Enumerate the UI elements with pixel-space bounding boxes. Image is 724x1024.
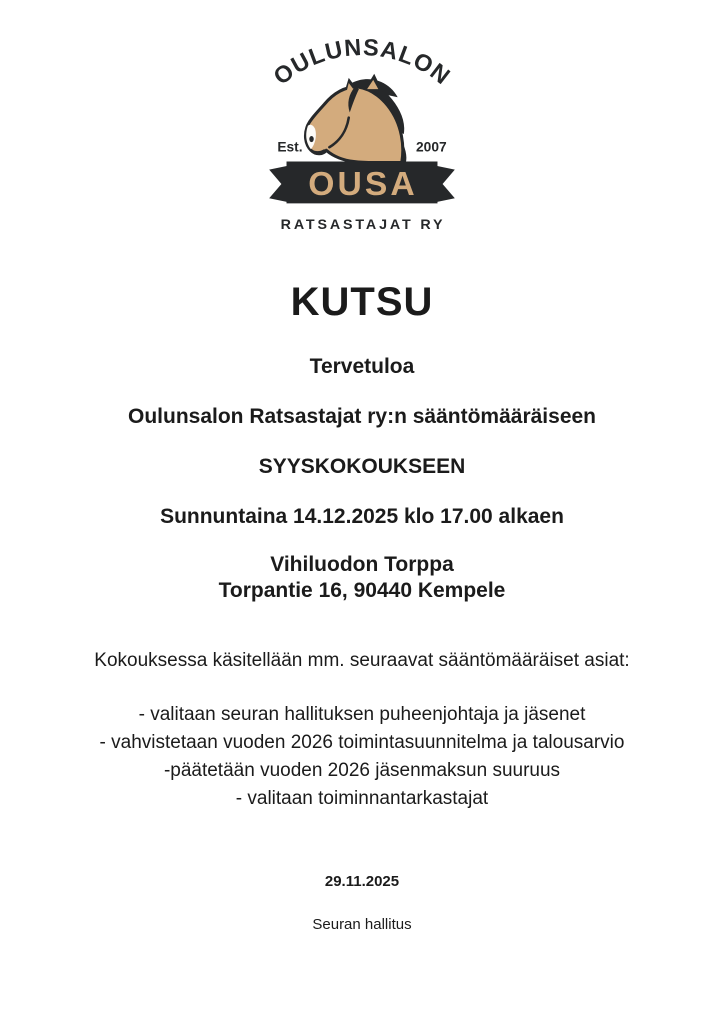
horse-icon	[305, 74, 406, 163]
club-logo	[0, 0, 724, 236]
agenda-list	[0, 701, 724, 813]
venue-name: Vihiluodon Torppa	[270, 553, 454, 576]
organization-line: Oulunsalon Ratsastajat ry:n sääntömääräiseen	[128, 405, 596, 428]
greeting-line: Tervetuloa	[309, 355, 415, 378]
page-title: KUTSU	[290, 280, 434, 324]
signing-date: 29.11.2025	[324, 873, 400, 890]
logo-banner-text: OUSA	[308, 166, 418, 204]
meeting-name-line: SYYSKOKOUKSEEN	[258, 455, 466, 478]
agenda-item: - vahvistetaan vuoden 2026 toimintasuunnitelma ja talousarvio	[99, 732, 625, 753]
agenda-intro: Kokouksessa käsitellään mm. seuraavat sääntömääräiset asiat:	[94, 650, 630, 671]
club-logo-icon	[260, 36, 464, 236]
venue-address: Torpantie 16, 90440 Kempele	[218, 579, 506, 602]
signature-line: Seuran hallitus	[312, 916, 412, 933]
datetime-line: Sunnuntaina 14.12.2025 klo 17.00 alkaen	[160, 505, 564, 528]
agenda-item: - valitaan seuran hallituksen puheenjohtaja ja jäsenet	[138, 704, 586, 725]
logo-est-label: Est.	[277, 139, 303, 155]
logo-subtitle: RATSASTAJAT RY	[280, 216, 446, 233]
agenda-item: -päätetään vuoden 2026 jäsenmaksun suuruus	[163, 760, 561, 781]
logo-arc-text: OULUNSALON	[268, 36, 456, 90]
agenda-item: - valitaan toiminnantarkastajat	[235, 788, 489, 809]
logo-year: 2007	[416, 139, 447, 155]
venue-block	[0, 552, 724, 604]
logo-ribbon	[269, 162, 455, 204]
